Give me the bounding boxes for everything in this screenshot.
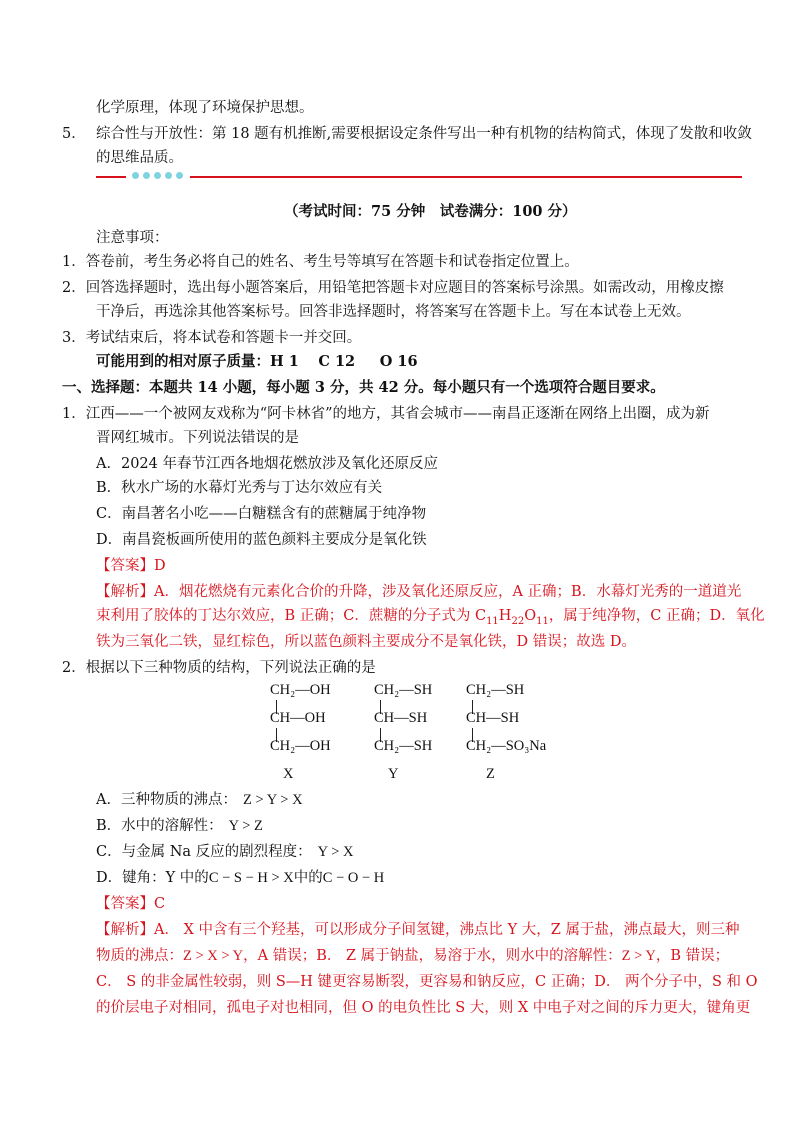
structure-z-row2: CH—SH [466,710,520,726]
q1-stem: 1．江西——一个被网友戏称为“阿卡林省”的地方，其省会城市——南昌正逐渐在网络上出圈，成为新 [62,406,710,422]
note-3: 3．考试结束后，将本试卷和答题卡一并交回。 [62,330,362,346]
q2-option-b-text: B．水中的溶解性： [96,818,223,834]
q1-explanation-end: 铁为三氧化二铁，显红棕色，所以蓝色颜料主要成分不是氧化铁，D 错误；故选 D。 [96,634,636,650]
q2-option-c [96,842,354,862]
q2-explanation: 【解析】A． X 中含有三个羟基，可以形成分子间氢键，沸点比 Y 大，Z 属于盐，沸点最大，则三种 [96,922,740,938]
note-2: 2．回答选择题时，选出每小题答案后，用铅笔把答题卡对应题目的答案标号涂黑。如需改动，用橡皮擦 [62,280,724,296]
q2-option-a [96,790,303,810]
structure-z-row1: CH₂—SH [466,682,525,698]
q2-exp-text: ，A 错误；B． Z 属于钠盐，易溶于水，则水中的溶解性： [243,948,622,964]
structure-x-row3: CH₂—OH [270,738,331,754]
q2-exp-math: Z > X > Y [183,948,244,964]
structure-x-row2: CH—OH [270,710,326,726]
structure-x-label: X [283,766,294,782]
structure-z-label: Z [486,766,495,782]
q2-option-a-math: Z > Y > X [242,792,303,808]
structure-y-row2: CH—SH [374,710,428,726]
notes-title: 注意事项： [96,230,169,246]
q2-answer: 【答案】C [96,896,166,912]
q2-explanation-cont [96,946,729,966]
divider-dot [132,172,139,179]
q2-explanation-line4: 的价层电子对相同，孤电子对也相同，但 O 的电负性比 S 大，则 X 中电子对之间的斥力更大，键角更 [96,1000,751,1016]
q1-stem-cont: 晋网红城市。下列说法错误的是 [96,430,299,446]
q1-explanation: 【解析】A．烟花燃烧有元素化合价的升降，涉及氧化还原反应，A 正确；B．水幕灯光秀的一道道光 [96,584,742,600]
intro-item-text: 综合性与开放性：第 18 题有机推断,需要根据设定条件写出一种有机物的结构简式，体现了发散和收敛 [96,126,752,142]
q2-stem: 2．根据以下三种物质的结构，下列说法正确的是 [62,660,376,676]
exam-info: （考试时间：75 分钟 试卷满分：100 分） [284,203,577,220]
q2-option-d [96,868,384,888]
q1-explanation-cont [96,606,765,632]
divider-dot [154,172,161,179]
note-1: 1．答卷前，考生务必将自己的姓名、考生号等填写在答题卡和试卷指定位置上。 [62,254,579,270]
q2-option-a-text: A．三种物质的沸点： [96,792,237,808]
q1-answer: 【答案】D [96,558,166,574]
structure-z-row3: CH₂—SO₃Na [466,738,547,754]
atomic-mass: 可能用到的相对原子质量：H 1 C 12 O 16 [96,353,418,370]
q2-option-c-math: Y > X [317,844,354,860]
intro-item-number: 5． [62,126,86,142]
formula-subscript: 11 [536,615,549,627]
q2-option-d-math: C − S − H > X [208,870,294,886]
divider-dots [132,172,183,179]
q2-option-d-text: 中的 [293,870,323,886]
structure-x-row1: CH₂—OH [270,682,331,698]
q1-exp-text: ，属于纯净物，C 正确；D．氧化 [548,608,765,624]
q2-option-b [96,816,263,836]
q2-option-d-text: D．键角：Y 中的 [96,870,209,886]
divider-right [190,176,742,178]
q2-option-b-math: Y > Z [228,818,263,834]
divider-left [96,176,126,178]
formula-element: O [524,608,537,624]
structure-y-label: Y [388,766,399,782]
q2-exp-math: Z > Y [621,948,656,964]
structure-y-row1: CH₂—SH [374,682,433,698]
divider-dot [143,172,150,179]
formula-subscript: 22 [511,615,525,627]
q1-option-c: C．南昌著名小吃——白糖糕含有的蔗糖属于纯净物 [96,506,427,522]
intro-line: 化学原理，体现了环境保护思想。 [96,100,314,116]
q2-exp-text: 物质的沸点： [96,948,183,964]
q2-explanation-line3: C． S 的非金属性较弱，则 S—H 键更容易断裂，更容易和钠反应，C 正确；D． 两个分子中，S 和 O [96,974,758,990]
structure-y-row3: CH₂—SH [374,738,433,754]
q1-option-b: B．秋水广场的水幕灯光秀与丁达尔效应有关 [96,480,383,496]
note-2-cont: 干净后，再选涂其他答案标号。回答非选择题时，将答案写在答题卡上。写在本试卷上无效。 [96,304,691,320]
divider-dot [176,172,183,179]
q1-exp-text: 束利用了胶体的丁达尔效应，B 正确；C．蔗糖的分子式为 C [96,608,487,624]
intro-item-text-cont: 的思维品质。 [96,150,183,166]
divider-dot [165,172,172,179]
q2-exp-text: ，B 错误； [655,948,730,964]
q2-option-c-text: C．与金属 Na 反应的剧烈程度： [96,844,312,860]
formula-element: H [498,608,512,624]
q1-option-d: D．南昌瓷板画所使用的蓝色颜料主要成分是氧化铁 [96,532,427,548]
formula-subscript: 11 [486,615,499,627]
section-heading: 一、选择题：本题共 14 小题，每小题 3 分，共 42 分。每小题只有一个选项符合题目要求。 [62,379,665,396]
q2-option-d-math: C − O − H [322,870,385,886]
q1-option-a: A．2024 年春节江西各地烟花燃放涉及氧化还原反应 [96,456,438,472]
